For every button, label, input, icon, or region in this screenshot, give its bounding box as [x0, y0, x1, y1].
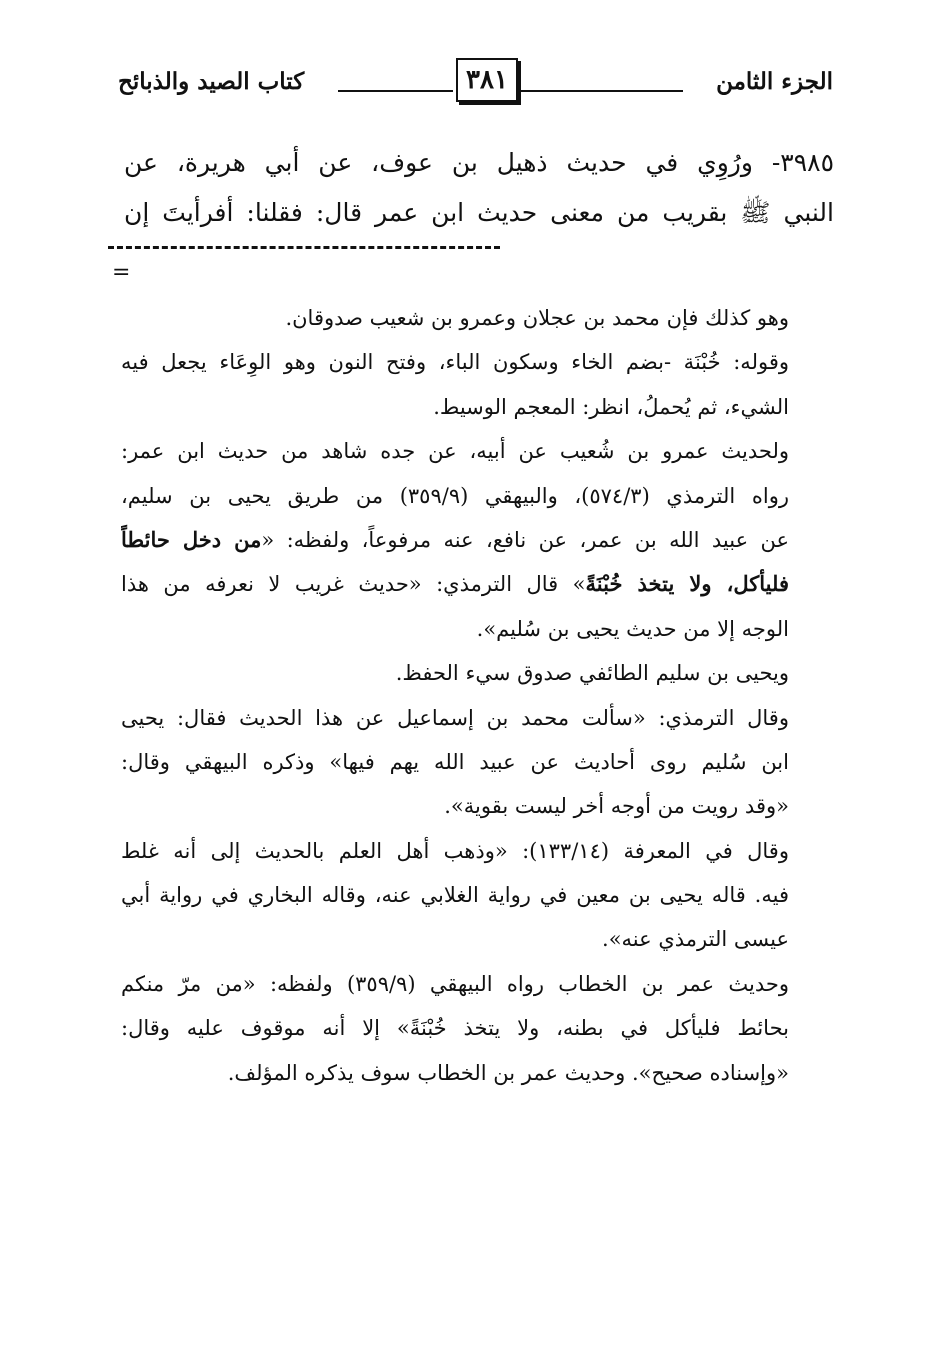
footnote-text: عن عبيد الله بن عمر، عن نافع، عنه مرفوعاً، ولفظه: «	[261, 527, 789, 552]
continuation-mark: =	[112, 260, 131, 285]
footnote-line: وحديث عمر بن الخطاب رواه البيهقي (٣٥٩/٩) ولفظه: «من مرّ منكم	[121, 971, 789, 996]
footnote-line: ويحيى بن سليم الطائفي صدوق سيء الحفظ.	[395, 661, 789, 686]
footnote-line	[121, 562, 789, 606]
hadith-quote-bold: فليأكل، ولا يتخذ خُبْنَةً	[585, 571, 789, 597]
header-rule-left	[338, 90, 453, 92]
hadith-quote-bold: من دخل حائطاً	[121, 526, 262, 552]
footnote-line: وهو كذلك فإن محمد بن عجلان وعمرو بن شعيب صدوقان.	[285, 306, 789, 330]
footnote-line: وقال في المعرفة (١٣٣/١٤): «وذهب أهل العلم بالحديث إلى أنه غلط	[121, 838, 789, 863]
footnotes	[121, 296, 789, 1095]
page-number: ٣٨١	[456, 58, 518, 102]
header-rule-right	[518, 90, 683, 92]
main-text	[124, 138, 834, 238]
footnote-line: ابن سُليم روى أحاديث عن عبيد الله يهم فيها» وذكره البيهقي وقال:	[121, 749, 789, 774]
main-text-line: النبي ﷺ بقريب من معنى حديث ابن عمر قال: فقلنا: أفرأيتَ إن	[124, 198, 834, 227]
footnote-line: وقوله: خُبْنَة -بضم الخاء وسكون الباء، وفتح النون وهو الوِعَاء يجعل فيه	[121, 350, 789, 375]
footnote-line: الوجه إلا من حديث يحيى بن سُليم».	[476, 616, 789, 641]
footnote-line: عيسى الترمذي عنه».	[602, 927, 789, 952]
footnote-text: » قال الترمذي: «حديث غريب لا نعرفه من هذا	[121, 572, 586, 597]
footnote-line: ولحديث عمرو بن شُعيب عن أبيه، عن جده شاهد من حديث ابن عمر:	[121, 439, 789, 464]
book-title: كتاب الصيد والذبائح	[118, 68, 305, 95]
footnote-line: «وإسناده صحيح». وحديث عمر بن الخطاب سوف يذكره المؤلف.	[227, 1060, 789, 1085]
footnote-line: بحائط فليأكل في بطنه، ولا يتخذ خُبْنَةً» إلا أنه موقوف عليه وقال:	[121, 1016, 789, 1041]
footnote-line: فيه. قاله يحيى بن معين في رواية الغلابي عنه، وقاله البخاري في رواية أبي	[121, 883, 789, 908]
footnote-line: «وقد رويت من أوجه أخر ليست بقوية».	[444, 794, 789, 819]
footnote-line: الشيء، ثم يُحملُ، انظر: المعجم الوسيط.	[433, 394, 789, 419]
footnote-line	[121, 518, 789, 562]
volume-title: الجزء الثامن	[716, 68, 833, 95]
footnote-line: رواه الترمذي (٥٧٤/٣)، والبيهقي (٣٥٩/٩) من طريق يحيى بن سليم،	[121, 483, 789, 508]
footnote-line: وقال الترمذي: «سألت محمد بن إسماعيل عن هذا الحديث فقال: يحيى	[121, 705, 789, 730]
page-header	[108, 64, 833, 104]
dashed-separator	[108, 246, 500, 249]
main-text-line: ٣٩٨٥- ورُوِي في حديث ذهيل بن عوف، عن أبي هريرة، عن	[124, 148, 834, 177]
